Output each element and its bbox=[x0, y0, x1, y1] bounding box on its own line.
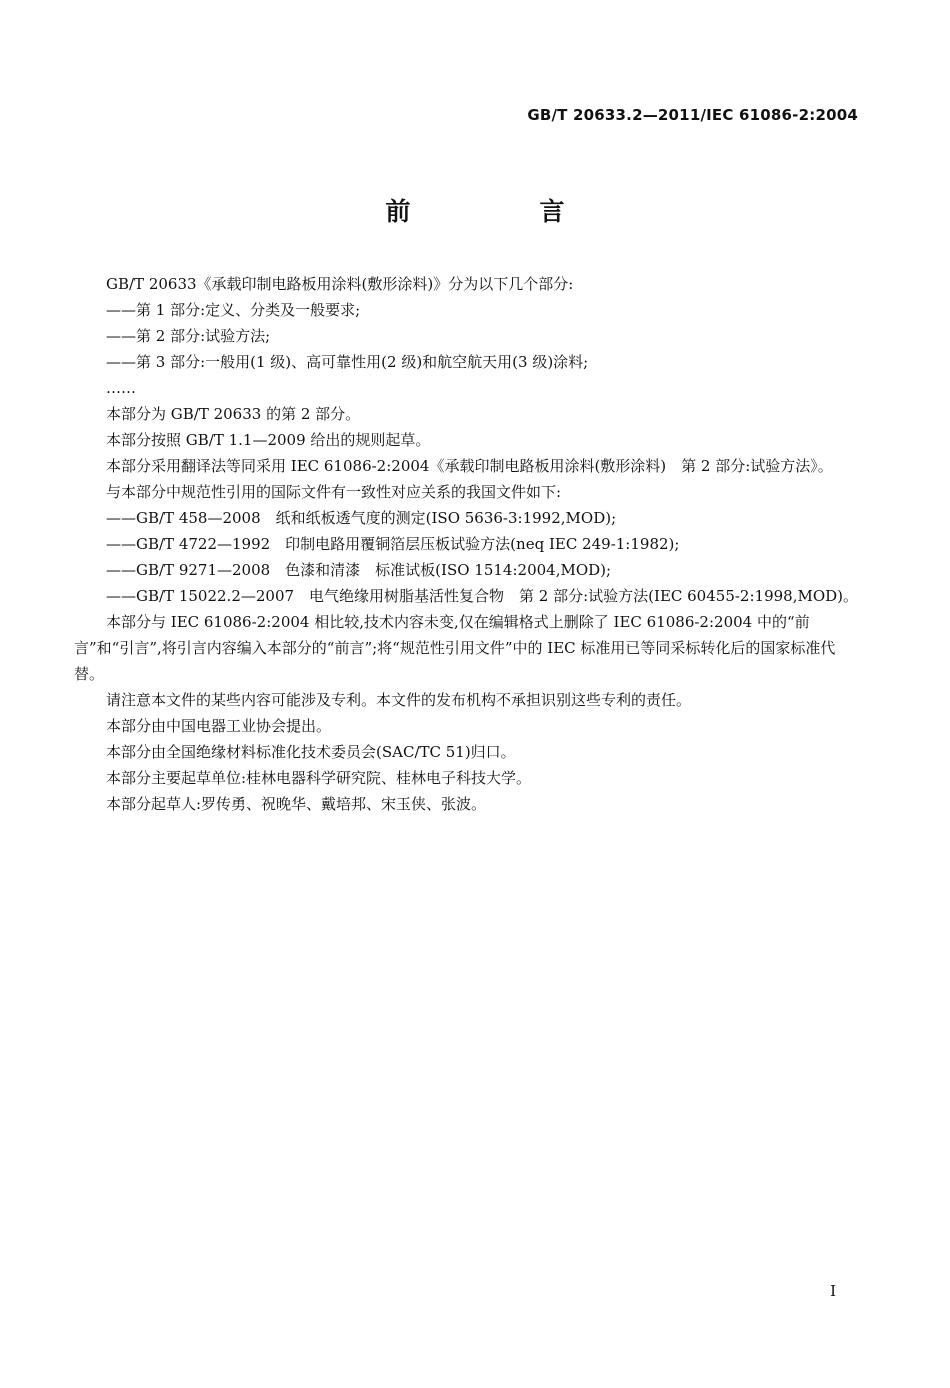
list-item-part-3: ——第 3 部分:一般用(1 级)、高可靠性用(2 级)和航空航天用(3 级)涂料; bbox=[106, 353, 589, 371]
paragraph-patent-notice: 请注意本文件的某些内容可能涉及专利。本文件的发布机构不承担识别这些专利的责任。 bbox=[106, 691, 692, 709]
paragraph-proposer: 本部分由中国电器工业协会提出。 bbox=[106, 717, 332, 735]
paragraph-drafters: 本部分起草人:罗传勇、祝晚华、戴培邦、宋玉侠、张波。 bbox=[106, 795, 487, 813]
paragraph-drafting-rules: 本部分按照 GB/T 1.1—2009 给出的规则起草。 bbox=[106, 431, 431, 449]
paragraph-comparison: 本部分与 IEC 61086-2:2004 相比较,技术内容未变,仅在编辑格式上删除了 IEC 61086-2:2004 中的“前言”和“引言”,将引言内容编入本部分的“前言”;将“规范性引用文件”中的 IEC 标准用已等同采标转化后的国家标准代替。 bbox=[74, 613, 836, 683]
list-item-ref-gbt458: ——GB/T 458—2008 纸和纸板透气度的测定(ISO 5636-3:1992,MOD); bbox=[106, 509, 617, 527]
foreword-body bbox=[74, 271, 860, 817]
page-number: I bbox=[830, 1282, 836, 1300]
list-ellipsis: …… bbox=[106, 379, 136, 397]
paragraph-technical-committee: 本部分由全国绝缘材料标准化技术委员会(SAC/TC 51)归口。 bbox=[106, 743, 516, 761]
list-item-ref-gbt4722: ——GB/T 4722—1992 印制电路用覆铜箔层压板试验方法(neq IEC 249-1:1982); bbox=[106, 535, 680, 553]
standard-code: GB/T 20633.2—2011/IEC 61086-2:2004 bbox=[527, 106, 858, 124]
page-title: 前 言 bbox=[385, 197, 617, 226]
paragraph-adoption: 本部分采用翻译法等同采用 IEC 61086-2:2004《承载印制电路板用涂料(敷形涂料) 第 2 部分:试验方法》。 bbox=[106, 457, 833, 475]
paragraph-parts-intro: GB/T 20633《承载印制电路板用涂料(敷形涂料)》分为以下几个部分: bbox=[106, 275, 574, 293]
paragraph-drafting-units: 本部分主要起草单位:桂林电器科学研究院、桂林电子科技大学。 bbox=[106, 769, 532, 787]
list-item-part-1: ——第 1 部分:定义、分类及一般要求; bbox=[106, 301, 361, 319]
list-item-ref-gbt9271: ——GB/T 9271—2008 色漆和清漆 标准试板(ISO 1514:2004,MOD); bbox=[106, 561, 612, 579]
paragraph-part-number: 本部分为 GB/T 20633 的第 2 部分。 bbox=[106, 405, 361, 423]
paragraph-normative-refs-intro: 与本部分中规范性引用的国际文件有一致性对应关系的我国文件如下: bbox=[106, 483, 562, 501]
list-item-part-2: ——第 2 部分:试验方法; bbox=[106, 327, 271, 345]
list-item-ref-gbt15022: ——GB/T 15022.2—2007 电气绝缘用树脂基活性复合物 第 2 部分:试验方法(IEC 60455-2:1998,MOD)。 bbox=[106, 587, 859, 605]
